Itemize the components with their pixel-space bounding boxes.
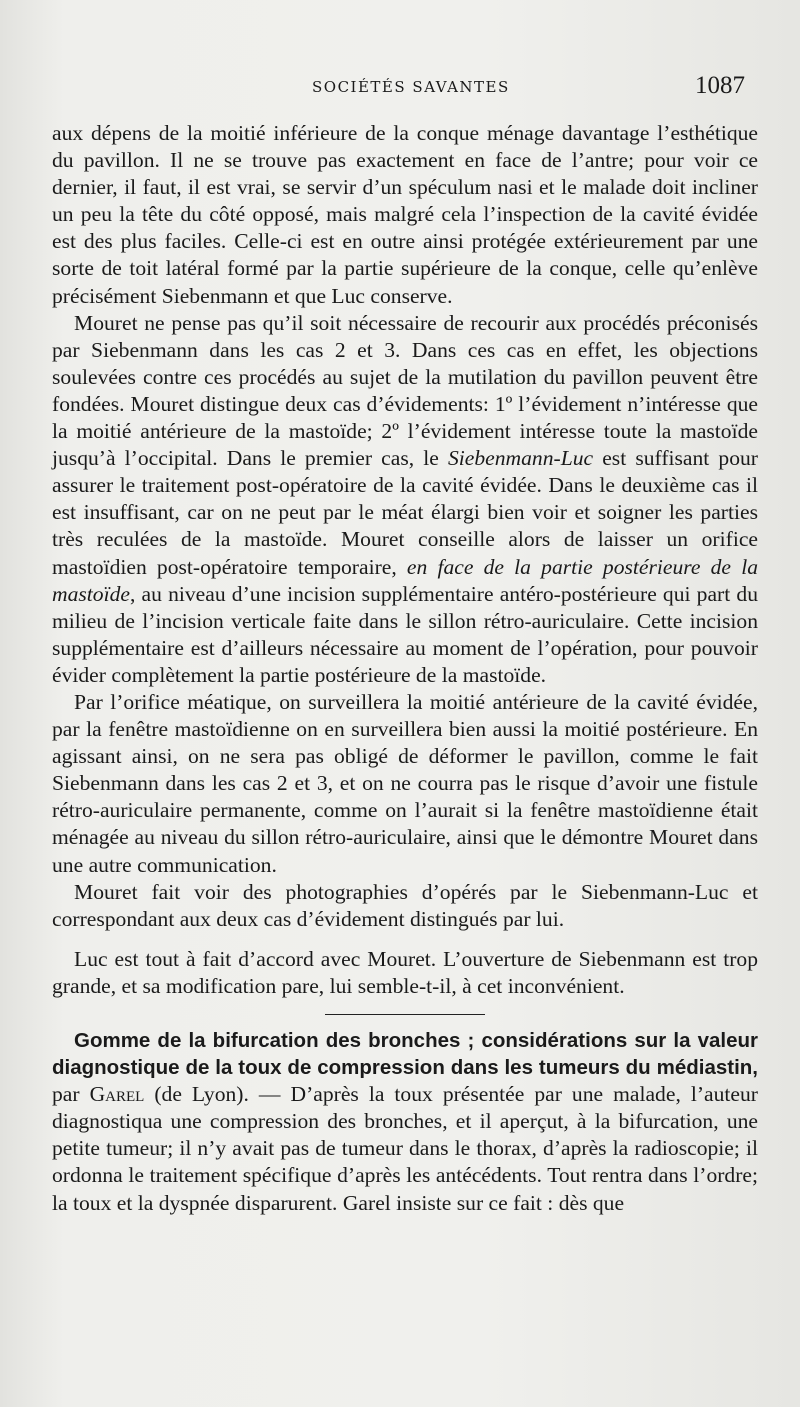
section-divider: [325, 1014, 485, 1015]
section-paragraph: Gomme de la bifurcation des bronches ; considérations sur la valeur diagnostique de la toux de compression dans les tumeurs du médiastin, par Garel (de Lyon). — D’après la toux présentée par une malade, l’auteur diagnostiqua une compression des bronches, et il aperçut, à la bifurcation, une petite tumeur; il n’y avait pas de tumeur dans le thorax, d’après la radioscopie; il ordonna le traitement spécifique d’après les antécédents. Tout rentra dans l’ordre; la toux et la dyspnée disparurent. Garel insiste sur ce fait : dès que: [52, 1029, 758, 1215]
section-title: Gomme de la bifurcation des bronches ; considérations sur la valeur diagnostique de la toux de compression dans les tumeurs du médiastin,: [52, 1029, 758, 1080]
page-number: 1087: [695, 72, 745, 99]
paragraph-3: Par l’orifice méatique, on surveillera la moitié antérieure de la cavité évidée, par la fenêtre mastoïdienne on en surveillera bien aussi la moitié postérieure. En agissant ainsi, on ne sera pas obligé de déformer le pavillon, comme le fait Siebenmann dans les cas 2 et 3, et on ne courra pas le risque d’avoir une fistule rétro-auriculaire permanente, comme on l’aurait si la fenêtre mastoïdienne était ménagée au niveau du sillon rétro-auriculaire, ainsi que le démontre Mouret dans une autre communication.: [52, 689, 758, 877]
running-title: SOCIÉTÉS SAVANTES: [312, 78, 510, 96]
procedure-name: Siebenmann-Luc: [447, 446, 594, 471]
paragraph-2: Mouret ne pense pas qu’il soit nécessaire de recourir aux procédés préconisés par Siebenmann dans les cas 2 et 3. Dans ces cas en effet, les objections soulevées contre ces procédés au sujet de la mutilation du pavillon peuvent être fondées. Mouret distingue deux cas d’évidements: 1º l’évidement n’intéresse que la moitié antérieure de la mastoïde; 2º l’évidement intéresse toute la mastoïde jusqu’à l’occipital. Dans le premier cas, le Siebenmann-Luc est suffisant pour assurer le traitement post-opératoire de la cavité évidée. Dans le deuxième cas il est insuffisant, car on ne peut par le méat élargi bien voir et soigner les parties très reculées de la mastoïde. Mouret conseille alors de laisser un orifice mastoïdien post-opératoire temporaire, en face de la partie postérieure de la mastoïde, au niveau d’une incision supplémentaire antéro-postérieure qui part du milieu de l’incision verticale faite dans le sillon rétro-auriculaire. Cette incision supplémentaire est d’ailleurs nécessaire au moment de l’opération, pour pouvoir évider complètement la partie postérieure de la mastoïde.: [52, 310, 758, 687]
paragraph-4: Mouret fait voir des photographies d’opérés par le Siebenmann-Luc et correspondant aux deux cas d’évidement distingués par lui.: [52, 879, 758, 931]
body-text: [52, 120, 758, 1217]
paragraph-1: aux dépens de la moitié inférieure de la conque ménage davantage l’esthétique du pavillon. Il ne se trouve pas exactement en face de l’antre; pour voir ce dernier, il faut, il est vrai, se servir d’un spéculum nasi et le malade doit incliner un peu la tête du côté opposé, mais malgré cela l’inspection de la cavité évidée est des plus faciles. Celle-ci est en outre ainsi protégée extérieurement par une sorte de toit latéral formé par la partie supérieure de la conque, celle qu’enlève précisément Siebenmann et que Luc conserve.: [52, 121, 758, 308]
author-name: Garel: [89, 1082, 145, 1107]
paragraph-gap: [52, 933, 758, 946]
page-header: [0, 72, 800, 106]
italic-phrase: en face de la partie postérieure de la mastoïde: [52, 554, 758, 606]
paragraph-5: Luc est tout à fait d’accord avec Mouret. L’ouverture de Siebenmann est trop grande, et sa modification pare, lui semble-t-il, à cet inconvénient.: [52, 946, 758, 998]
